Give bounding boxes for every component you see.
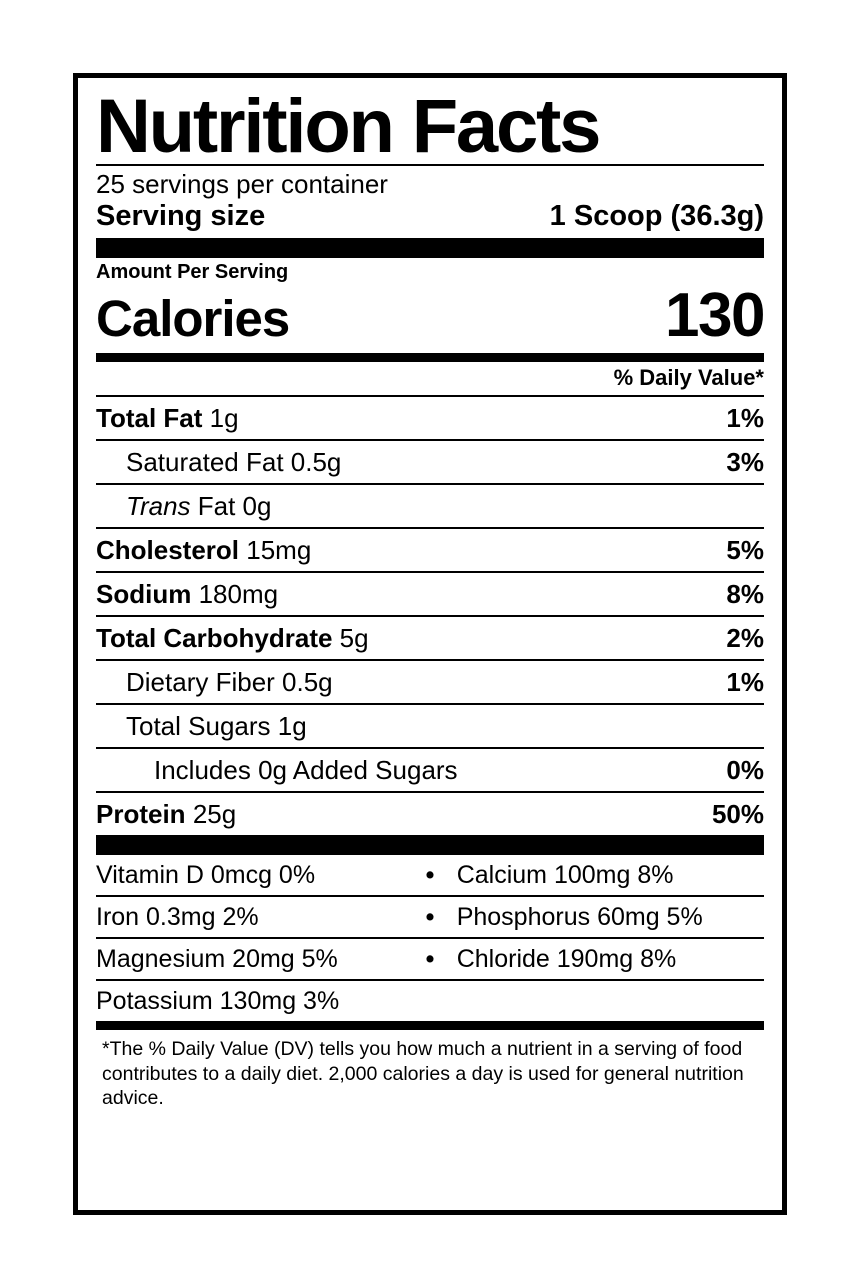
- page-title: Nutrition Facts: [96, 84, 600, 169]
- footnote-text: *The % Daily Value (DV) tells you how much a nutrient in a serving of food contributes to a daily diet. 2,000 calories a day is used for general nutrition advice.: [102, 1038, 744, 1110]
- vitamin-chloride: Chloride 190mg 8%: [456, 945, 677, 974]
- calories-value: 130: [665, 281, 764, 351]
- amount-per-serving-label: Amount Per Serving: [96, 261, 289, 284]
- divider-footnote: [96, 1021, 764, 1030]
- nutrient-name-cholesterol: [96, 535, 311, 566]
- nutrient-row-total-sugars: [96, 703, 764, 747]
- nutrient-amount-total-sugars: Total Sugars 1g: [126, 711, 307, 742]
- separator-dot-icon-2: •: [425, 903, 435, 932]
- calories-label: Calories: [96, 290, 290, 348]
- separator-dot-icon-3: •: [425, 945, 435, 974]
- vitamin-row-1: [96, 855, 764, 895]
- separator-dot-icon-1: •: [425, 861, 435, 890]
- vitamin-phosphorus: Phosphorus 60mg 5%: [456, 903, 703, 932]
- vitamin-iron: Iron 0.3mg 2%: [96, 903, 259, 932]
- vitamin-potassium: Potassium 130mg 3%: [96, 987, 340, 1016]
- vitamin-row-3: [96, 937, 764, 979]
- nutrient-bold-total-carbohydrate: Total Carbohydrate: [96, 623, 333, 654]
- nutrition-facts-inner: [78, 84, 782, 1111]
- nutrient-amount-trans-fat: Fat 0g: [197, 491, 272, 522]
- nutrient-name-trans-fat: [96, 491, 271, 522]
- calories-row: [96, 280, 764, 353]
- servings-per-container: 25 servings per container: [96, 169, 388, 200]
- nutrient-bold-cholesterol: Cholesterol: [96, 535, 240, 566]
- nutrient-dv-total-carbohydrate: 2%: [726, 623, 764, 654]
- nutrient-bold-protein: Protein: [96, 799, 186, 830]
- nutrient-row-trans-fat: [96, 483, 764, 527]
- nutrient-row-dietary-fiber: [96, 659, 764, 703]
- nutrient-dv-sodium: 8%: [726, 579, 764, 610]
- nutrient-amount-dietary-fiber: Dietary Fiber 0.5g: [126, 667, 333, 698]
- vitamin-magnesium: Magnesium 20mg 5%: [96, 945, 338, 974]
- nutrient-amount-total-fat: 1g: [209, 403, 239, 434]
- nutrient-amount-saturated-fat: Saturated Fat 0.5g: [126, 447, 342, 478]
- vitamin-row-4: [96, 979, 764, 1021]
- nutrient-dv-cholesterol: 5%: [726, 535, 764, 566]
- nutrient-name-total-fat: [96, 403, 239, 434]
- nutrient-amount-protein: 25g: [192, 799, 237, 830]
- serving-size-label: Serving size: [96, 200, 266, 233]
- daily-value-header: % Daily Value*: [613, 365, 764, 391]
- nutrient-dv-total-fat: 1%: [726, 403, 764, 434]
- divider-calories-bottom: [96, 353, 764, 362]
- nutrient-row-total-carbohydrate: [96, 615, 764, 659]
- nutrient-amount-sodium: 180mg: [198, 579, 279, 610]
- nutrient-dv-added-sugars: 0%: [726, 755, 764, 786]
- nutrient-row-added-sugars: [96, 747, 764, 791]
- nutrient-amount-added-sugars: Includes 0g Added Sugars: [154, 755, 458, 786]
- nutrient-amount-total-carbohydrate: 5g: [339, 623, 369, 654]
- vitamin-calcium: Calcium 100mg 8%: [456, 861, 674, 890]
- divider-calories-top: [96, 238, 764, 258]
- serving-size-value: 1 Scoop (36.3g): [549, 200, 764, 233]
- divider-vitamins-top: [96, 835, 764, 855]
- nutrient-row-saturated-fat: [96, 439, 764, 483]
- nutrient-italic-trans: Trans: [126, 491, 191, 522]
- nutrient-bold-total-fat: Total Fat: [96, 403, 203, 434]
- nutrition-facts-panel: [73, 73, 787, 1215]
- vitamin-row-2: [96, 895, 764, 937]
- nutrient-name-sodium: [96, 579, 278, 610]
- nutrient-dv-dietary-fiber: 1%: [726, 667, 764, 698]
- nutrient-dv-saturated-fat: 3%: [726, 447, 764, 478]
- nutrient-name-protein: [96, 799, 236, 830]
- nutrient-row-cholesterol: [96, 527, 764, 571]
- nutrient-row-protein: [96, 791, 764, 835]
- nutrient-dv-protein: 50%: [711, 799, 764, 830]
- nutrient-amount-cholesterol: 15mg: [246, 535, 312, 566]
- serving-size-row: [96, 200, 764, 238]
- nutrient-name-total-carbohydrate: [96, 623, 369, 654]
- nutrient-row-total-fat: [96, 395, 764, 439]
- nutrient-bold-sodium: Sodium: [96, 579, 192, 610]
- vitamin-vitamin-d: Vitamin D 0mcg 0%: [96, 861, 316, 890]
- nutrient-row-sodium: [96, 571, 764, 615]
